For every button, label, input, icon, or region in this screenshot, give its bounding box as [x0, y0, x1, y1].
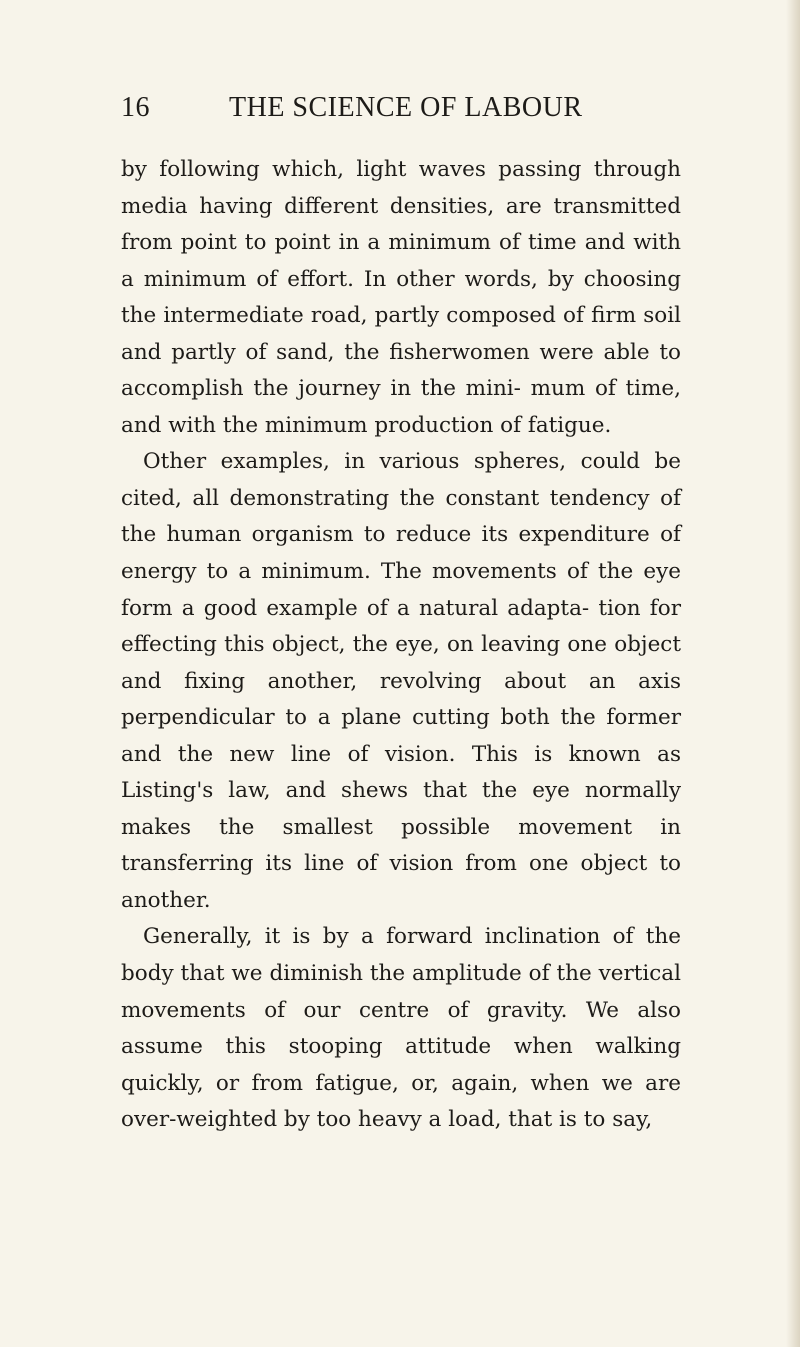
page-edge-shadow	[786, 0, 800, 1347]
paragraph-2: Other examples, in various spheres, could be cited, all demonstrating the constant tendency of the human organism to reduce its expenditure of energy to a minimum. The movements of the eye form a good example of a natural adapta- tion for effecting this object, the eye, on leaving one object and fixing another, revolving about an axis perpendicular to a plane cutting both the former and the new line of vision. This is known as Listing's law, and shews that the eye normally makes the smallest possible movement in transferring its line of vision from one object to another.	[121, 449, 681, 913]
running-header	[121, 88, 681, 128]
page-number: 16	[121, 92, 150, 123]
running-title: THE SCIENCE OF LABOUR	[229, 92, 583, 123]
paragraph-3: Generally, it is by a forward inclination of the body that we diminish the amplitude of the vertical movements of our centre of gravity. We also assume this stooping attitude when walking quickly, or from fatigue, or, again, when we are over-weighted by too heavy a load, that is to say,	[121, 924, 681, 1133]
paragraph-1: by following which, light waves passing through media having different densities, are transmitted from point to point in a minimum of time and with a minimum of effort. In other words, by choosing the intermediate road, partly composed of firm soil and partly of sand, the fisherwomen were able to accomplish the journey in the mini- mum of time, and with the minimum production of fatigue.	[121, 157, 681, 438]
body-text	[121, 152, 681, 1139]
